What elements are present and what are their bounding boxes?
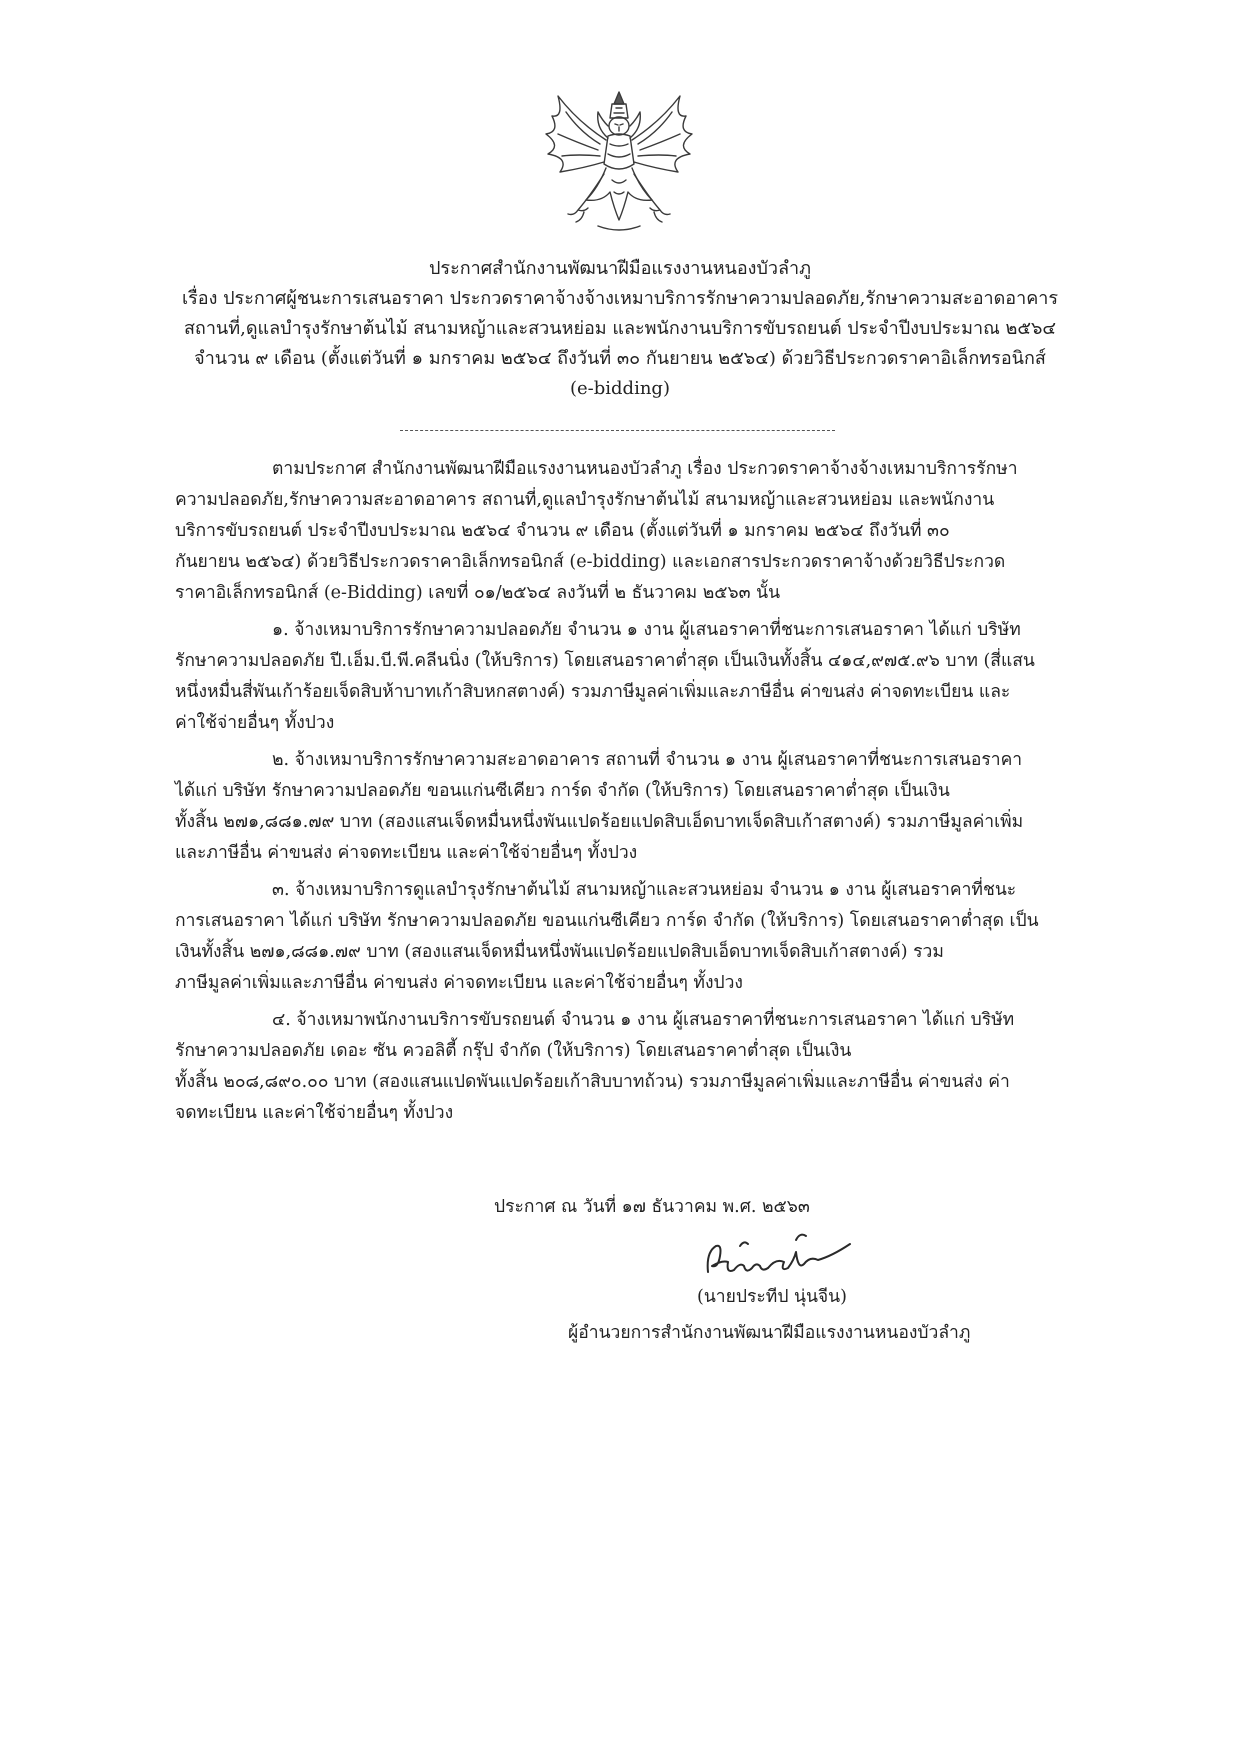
paragraph-line: รักษาความปลอดภัย เดอะ ซัน ควอลิตี้ กรุ๊ป จำกัด (ให้บริการ) โดยเสนอราคาต่ำสุด เป็นเงิน [175, 1041, 852, 1061]
paragraph-line: บริการขับรถยนต์ ประจำปีงบประมาณ ๒๕๖๔ จำนวน ๙ เดือน (ตั้งแต่วันที่ ๑ มกราคม ๒๕๖๔ ถึงวันที่ ๓๐ [175, 521, 950, 541]
announcement-date: ประกาศ ณ วันที่ ๑๗ ธันวาคม พ.ศ. ๒๕๖๓ [494, 1197, 810, 1217]
paragraph-line: ได้แก่ บริษัท รักษาความปลอดภัย ขอนแก่นซีเคียว การ์ด จำกัด (ให้บริการ) โดยเสนอราคาต่ำสุด เป็นเงิน [175, 781, 950, 801]
paragraph-line: เงินทั้งสิ้น ๒๗๑,๘๘๑.๗๙ บาท (สองแสนเจ็ดหมื่นหนึ่งพันแปดร้อยแปดสิบเอ็ดบาทเจ็ดสิบเก้าสตางค์) รวม [175, 942, 944, 962]
paragraph-line: ๔. จ้างเหมาพนักงานบริการขับรถยนต์ จำนวน ๑ งาน ผู้เสนอราคาที่ชนะการเสนอราคา ได้แก่ บริษัท [272, 1010, 1015, 1030]
garuda-emblem-icon [538, 88, 700, 236]
item-2-paragraph [175, 745, 1070, 869]
item-1-paragraph [175, 615, 1070, 739]
announcement-title: ประกาศสำนักงานพัฒนาฝีมือแรงงานหนองบัวลำภู [428, 258, 812, 279]
paragraph-line: ภาษีมูลค่าเพิ่มและภาษีอื่น ค่าขนส่ง ค่าจดทะเบียน และค่าใช้จ่ายอื่นๆ ทั้งปวง [175, 973, 743, 993]
subject-line: จำนวน ๙ เดือน (ตั้งแต่วันที่ ๑ มกราคม ๒๕๖๔ ถึงวันที่ ๓๐ กันยายน ๒๕๖๔) ด้วยวิธีประกวดราคาอิเล็กทรอนิกส์ [194, 348, 1046, 369]
paragraph-line: ตามประกาศ สำนักงานพัฒนาฝีมือแรงงานหนองบัวลำภู เรื่อง ประกวดราคาจ้างจ้างเหมาบริการรักษา [272, 459, 1018, 479]
subject-line: (e-bidding) [570, 378, 670, 399]
paragraph-line: และภาษีอื่น ค่าขนส่ง ค่าจดทะเบียน และค่าใช้จ่ายอื่นๆ ทั้งปวง [175, 843, 638, 863]
paragraph-line: ๓. จ้างเหมาบริการดูแลบำรุงรักษาต้นไม้ สนามหญ้าและสวนหย่อม จำนวน ๑ งาน ผู้เสนอราคาที่ชนะ [272, 880, 1017, 900]
paragraph-line: ความปลอดภัย,รักษาความสะอาดอาคาร สถานที่,ดูแลบำรุงรักษาต้นไม้ สนามหญ้าและสวนหย่อม และพนักงาน [175, 490, 995, 510]
subject-line: สถานที่,ดูแลบำรุงรักษาต้นไม้ สนามหญ้าและสวนหย่อม และพนักงานบริการขับรถยนต์ ประจำปีงบประมาณ ๒๕๖๔ [183, 318, 1057, 339]
paragraph-line: ทั้งสิ้น ๒๗๑,๘๘๑.๗๙ บาท (สองแสนเจ็ดหมื่นหนึ่งพันแปดร้อยแปดสิบเอ็ดบาทเจ็ดสิบเก้าสตางค์) รวมภาษีมูลค่าเพิ่ม [175, 812, 1024, 832]
subject-line: เรื่อง ประกาศผู้ชนะการเสนอราคา ประกวดราคาจ้างจ้างเหมาบริการรักษาความปลอดภัย,รักษาความสะอาดอาคาร [181, 288, 1059, 309]
announcement-heading [150, 254, 1090, 404]
item-3-paragraph [175, 875, 1070, 999]
paragraph-line: หนึ่งหมื่นสี่พันเก้าร้อยเจ็ดสิบห้าบาทเก้าสิบหกสตางค์) รวมภาษีมูลค่าเพิ่มและภาษีอื่น ค่าขนส่ง ค่าจดทะเบียน และ [175, 682, 1011, 702]
paragraph-line: ๒. จ้างเหมาบริการรักษาความสะอาดอาคาร สถานที่ จำนวน ๑ งาน ผู้เสนอราคาที่ชนะการเสนอราคา [272, 750, 1023, 770]
paragraph-line: ค่าใช้จ่ายอื่นๆ ทั้งปวง [175, 713, 335, 733]
intro-paragraph [175, 454, 1070, 609]
paragraph-line: กันยายน ๒๕๖๔) ด้วยวิธีประกวดราคาอิเล็กทรอนิกส์ (e-bidding) และเอกสารประกวดราคาจ้างด้วยวิธีประกวด [175, 552, 1006, 572]
section-divider [400, 430, 835, 431]
paragraph-line: จดทะเบียน และค่าใช้จ่ายอื่นๆ ทั้งปวง [175, 1103, 454, 1123]
item-4-paragraph [175, 1005, 1070, 1129]
paragraph-line: ๑. จ้างเหมาบริการรักษาความปลอดภัย จำนวน ๑ งาน ผู้เสนอราคาที่ชนะการเสนอราคา ได้แก่ บริษัท [272, 620, 1021, 640]
paragraph-line: รักษาความปลอดภัย ปี.เอ็ม.บี.พี.คลีนนิ่ง (ให้บริการ) โดยเสนอราคาต่ำสุด เป็นเงินทั้งสิ้น ๔๑๔,๙๗๕.๙๖ บาท (สี่แสน [175, 651, 1035, 671]
handwritten-signature [700, 1222, 860, 1286]
paragraph-line: ราคาอิเล็กทรอนิกส์ (e-Bidding) เลขที่ ๐๑/๒๕๖๔ ลงวันที่ ๒ ธันวาคม ๒๕๖๓ นั้น [175, 583, 781, 603]
signer-title: ผู้อำนวยการสำนักงานพัฒนาฝีมือแรงงานหนองบัวลำภู [568, 1323, 971, 1343]
paragraph-line: การเสนอราคา ได้แก่ บริษัท รักษาความปลอดภัย ขอนแก่นซีเคียว การ์ด จำกัด (ให้บริการ) โดยเสนอราคาต่ำสุด เป็น [175, 911, 1039, 931]
announcement-body [175, 454, 1070, 1135]
paragraph-line: ทั้งสิ้น ๒๐๘,๘๙๐.๐๐ บาท (สองแสนแปดพันแปดร้อยเก้าสิบบาทถ้วน) รวมภาษีมูลค่าเพิ่มและภาษีอื่น ค่าขนส่ง ค่า [175, 1072, 1010, 1092]
signer-name: (นายประทีป นุ่นจีน) [697, 1287, 847, 1307]
